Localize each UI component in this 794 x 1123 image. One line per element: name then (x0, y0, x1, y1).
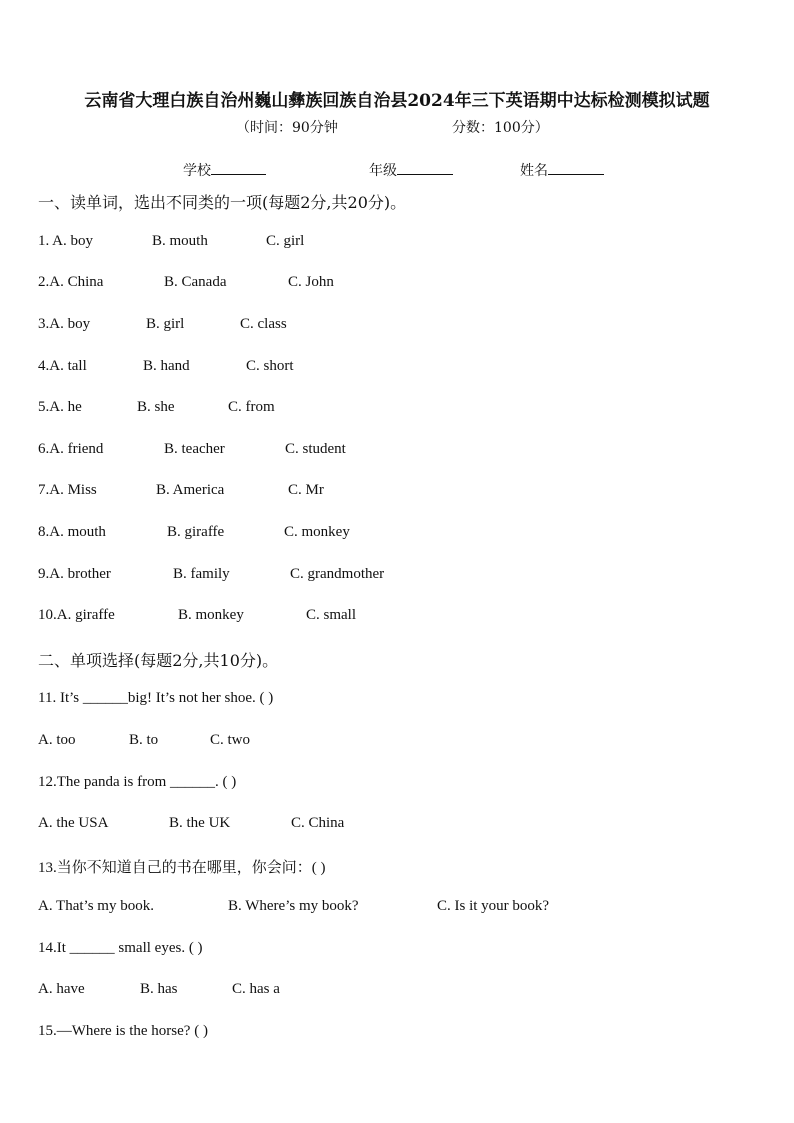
option-b: B. Canada (164, 274, 227, 290)
option-b: B. hand (143, 358, 190, 374)
option-b: B. girl (146, 316, 185, 332)
option-a: A. too (38, 732, 76, 748)
name-blank[interactable] (548, 160, 604, 175)
question-11: 11. It’s ______big! It’s not her shoe. ( ) (38, 690, 274, 706)
option-c: C. China (291, 815, 345, 831)
name-label: 姓名 (520, 163, 548, 179)
option-c: C. two (210, 732, 251, 748)
option-a: 10.A. giraffe (38, 607, 115, 623)
option-b: B. the UK (169, 815, 231, 831)
option-c: C. girl (266, 233, 305, 249)
option-a: 8.A. mouth (38, 524, 106, 540)
option-a: 6.A. friend (38, 441, 104, 457)
grade-blank[interactable] (397, 160, 453, 175)
option-c: C. has a (232, 981, 280, 997)
option-b: B. mouth (152, 233, 208, 249)
option-b: B. has (140, 981, 178, 997)
question-14: 14.It ______ small eyes. ( ) (38, 940, 203, 956)
option-b: B. teacher (164, 441, 225, 457)
school-label: 学校 (183, 163, 211, 179)
option-a: 4.A. tall (38, 358, 87, 374)
option-c: C. Is it your book? (437, 898, 550, 914)
option-a: A. have (38, 981, 85, 997)
question-13: 13.当你不知道自己的书在哪里，你会问：( ) (38, 860, 326, 876)
option-c: C. monkey (284, 524, 350, 540)
option-b: B. monkey (178, 607, 244, 623)
option-c: C. John (288, 274, 334, 290)
option-c: C. class (240, 316, 287, 332)
school-blank[interactable] (211, 160, 266, 175)
exam-time: （时间：90分钟 (236, 120, 338, 136)
option-c: C. small (306, 607, 357, 623)
exam-score: 分数：100分） (452, 120, 549, 136)
option-a: 5.A. he (38, 399, 82, 415)
exam-title: 云南省大理白族自治州巍山彝族回族自治县2024年三下英语期中达标检测模拟试题 (84, 91, 710, 111)
grade-label: 年级 (369, 163, 397, 179)
option-b: B. to (129, 732, 159, 748)
question-15: 15.—Where is the horse? ( ) (38, 1023, 208, 1039)
school-field (183, 160, 266, 180)
question-12: 12.The panda is from ______. ( ) (38, 774, 237, 790)
option-b: B. she (137, 399, 175, 415)
option-b: B. America (156, 482, 225, 498)
option-c: C. short (246, 358, 294, 374)
option-a: 9.A. brother (38, 566, 111, 582)
option-b: B. family (173, 566, 230, 582)
name-field (520, 160, 604, 180)
option-c: C. student (285, 441, 346, 457)
section1-heading: 一、读单词，选出不同类的一项(每题2分,共20分)。 (38, 193, 407, 212)
grade-field (369, 160, 453, 180)
option-a: 7.A. Miss (38, 482, 97, 498)
option-a: A. the USA (38, 815, 109, 831)
option-a: 1. A. boy (38, 233, 94, 249)
option-b: B. giraffe (167, 524, 225, 540)
option-a: 3.A. boy (38, 316, 91, 332)
option-b: B. Where’s my book? (228, 898, 359, 914)
option-c: C. Mr (288, 482, 324, 498)
option-c: C. from (228, 399, 275, 415)
option-a: A. That’s my book. (38, 898, 154, 914)
option-c: C. grandmother (290, 566, 385, 582)
option-a: 2.A. China (38, 274, 104, 290)
section2-heading: 二、单项选择(每题2分,共10分)。 (38, 651, 279, 670)
